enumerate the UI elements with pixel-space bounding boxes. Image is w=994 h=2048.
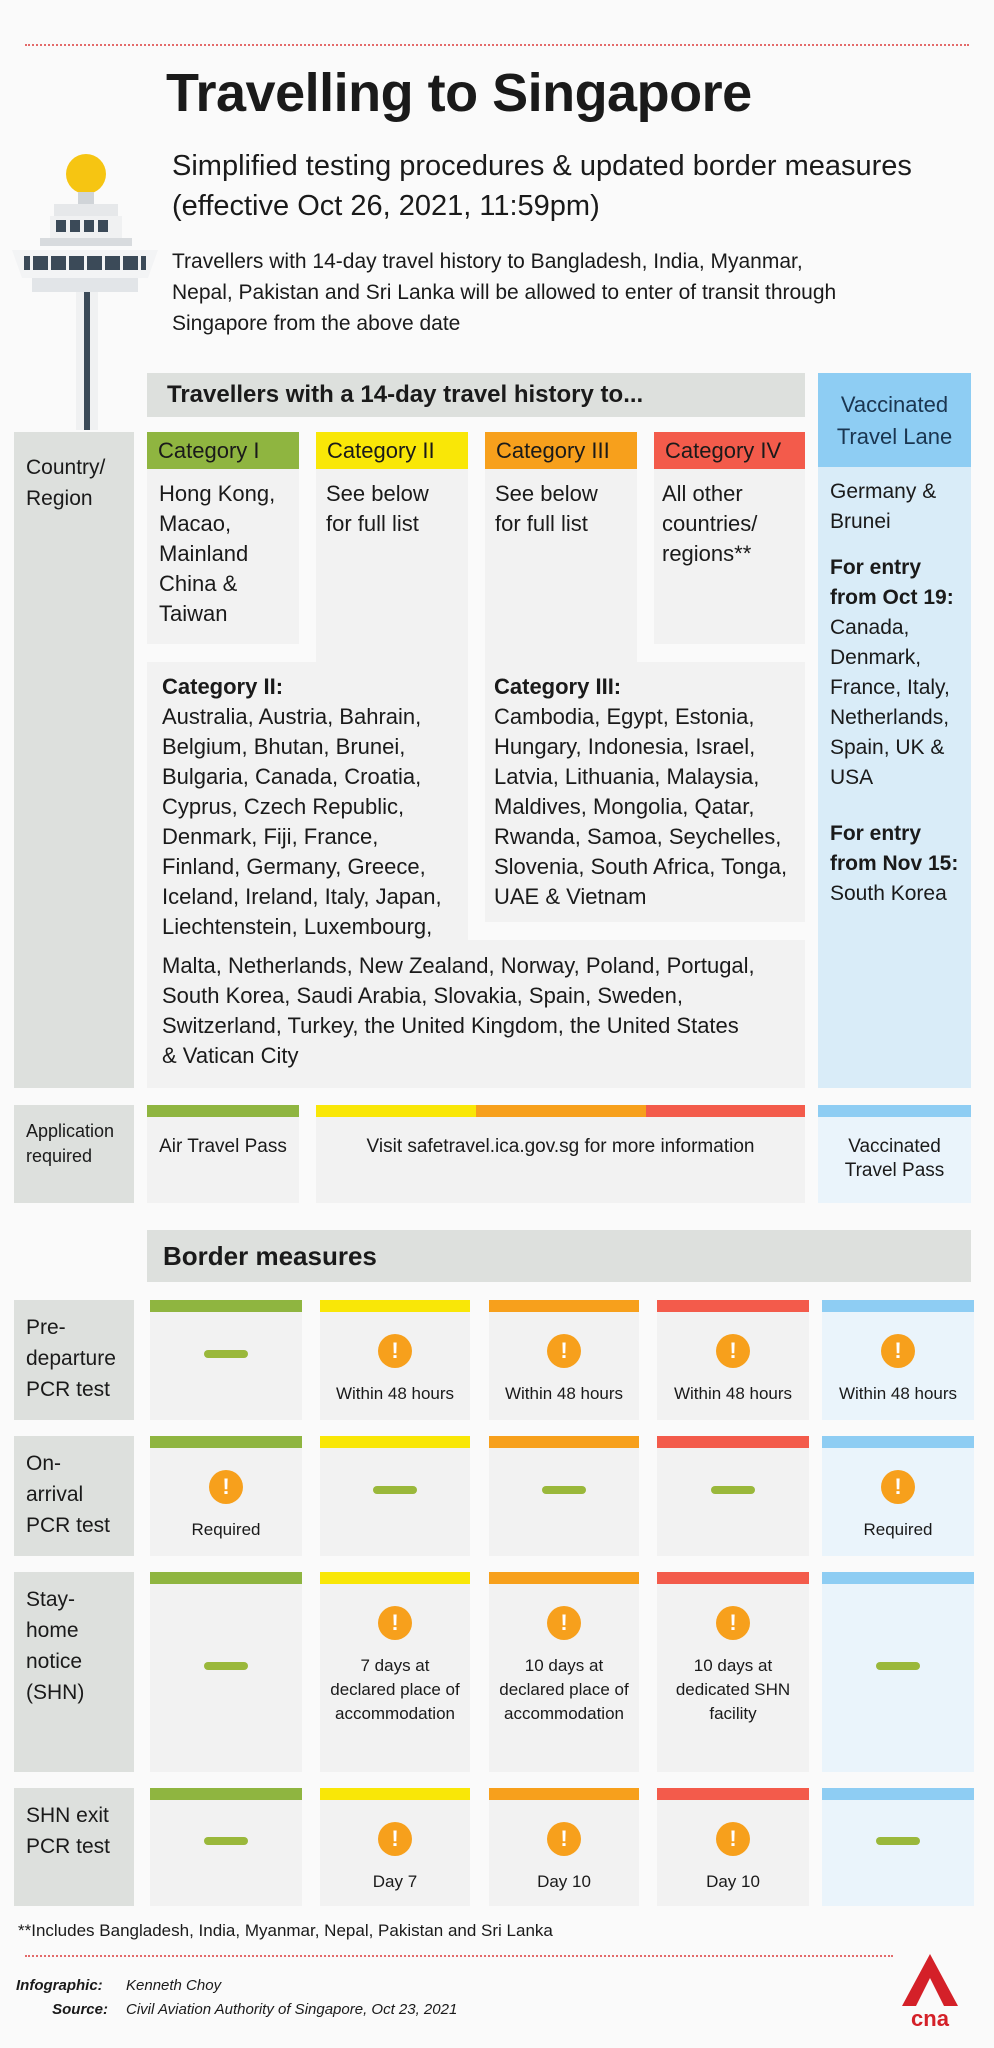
measure-cell-vtl: [822, 1584, 974, 1772]
safetravel-text: Visit safetravel.ica.gov.sg for more information: [366, 1136, 755, 1157]
category-1-header: Category I: [147, 432, 299, 469]
country-list-line: Switzerland, Turkey, the United Kingdom, the United States: [162, 1013, 739, 1038]
vtl-pass-line: Travel Pass: [844, 1160, 945, 1181]
warning-icon: !: [378, 1334, 412, 1368]
measure-text: [489, 1382, 639, 1406]
subtitle-line: (effective Oct 26, 2021, 11:59pm): [172, 190, 600, 222]
country-list-line: Maldives, Mongolia, Qatar,: [494, 794, 755, 819]
category-text: Mainland: [159, 541, 249, 566]
country-region-label: [14, 432, 134, 1088]
footnote: **Includes Bangladesh, India, Myanmar, Nepal, Pakistan and Sri Lanka: [18, 1921, 553, 1940]
vtl-pass-line: Vaccinated: [848, 1136, 941, 1157]
vtl-text: France, Italy,: [830, 676, 950, 699]
cna-logo-text: cna: [911, 2006, 949, 2030]
row-label-line: PCR test: [26, 1835, 111, 1858]
category-4-bar: [657, 1788, 809, 1800]
measure-cell-vtl: [822, 1800, 974, 1906]
measure-text-line: Within 48 hours: [673, 1384, 793, 1403]
category-2-bar: [320, 1788, 470, 1800]
intro-line: Travellers with 14-day travel history to Bangladesh, India, Myanmar,: [172, 250, 803, 273]
dash-icon: [542, 1486, 586, 1494]
application-label: [14, 1105, 134, 1203]
warning-icon: !: [881, 1470, 915, 1504]
warning-icon: !: [547, 1334, 581, 1368]
category-4-header: Category IV: [654, 432, 805, 469]
measure-text: [320, 1870, 470, 1894]
measure-text-line: Within 48 hours: [335, 1384, 455, 1403]
category-3-bar: [489, 1300, 639, 1312]
country-list-line: Belgium, Bhutan, Brunei,: [162, 734, 406, 759]
warning-icon: !: [209, 1470, 243, 1504]
row-label-line: home: [26, 1619, 79, 1642]
country-list-line: Bulgaria, Canada, Croatia,: [162, 764, 422, 789]
country-list-line: Latvia, Lithuania, Malaysia,: [494, 764, 760, 789]
category-2-header: Category II: [316, 432, 468, 469]
vtl-text: Germany &: [830, 480, 937, 503]
category-2-bar: [320, 1300, 470, 1312]
category-text: See below: [326, 481, 429, 506]
dash-icon: [204, 1662, 248, 1670]
measure-cell-category-1: [150, 1800, 302, 1906]
dash-icon: [373, 1486, 417, 1494]
vtl-label: For entry: [830, 556, 922, 579]
warning-icon: !: [881, 1334, 915, 1368]
category-2-body: [316, 469, 468, 669]
row-label-line: notice: [26, 1650, 83, 1673]
country-list-line: Australia, Austria, Bahrain,: [162, 704, 422, 729]
vtl-countries: [818, 467, 971, 1088]
measure-text-line: Within 48 hours: [504, 1384, 624, 1403]
category-text: See below: [495, 481, 598, 506]
country-list-line: Cyprus, Czech Republic,: [162, 794, 405, 819]
measure-text-line: Day 10: [706, 1872, 760, 1891]
measure-text-line: 10 days at: [693, 1656, 773, 1675]
measure-text-line: 7 days at: [360, 1656, 430, 1675]
subtitle-line: Simplified testing procedures & updated border measures: [172, 150, 912, 182]
measure-text: [150, 1518, 302, 1542]
vtl-bar: [822, 1572, 974, 1584]
category-1-body: [147, 469, 299, 644]
vtl-text: South Korea: [830, 882, 947, 905]
air-travel-pass-text: Air Travel Pass: [159, 1136, 287, 1157]
dash-icon: [876, 1837, 920, 1845]
row-label-line: Application: [26, 1121, 115, 1141]
measure-cell-category-3: [489, 1448, 639, 1556]
country-list-line: Slovenia, South Africa, Tonga,: [494, 854, 788, 879]
category-3-list-heading: Category III:: [494, 674, 622, 699]
measure-text: [657, 1382, 809, 1406]
measure-text-line: Required: [191, 1520, 261, 1539]
intro-line: Singapore from the above date: [172, 312, 461, 335]
row-label-line: SHN exit: [26, 1804, 109, 1827]
country-list-line: Rwanda, Samoa, Seychelles,: [494, 824, 782, 849]
country-list-line: UAE & Vietnam: [494, 884, 647, 909]
category-2-list-heading: Category II:: [162, 674, 284, 699]
category-text: for full list: [326, 511, 419, 536]
credit-value: Kenneth Choy: [126, 1977, 222, 1994]
history-header-text: Travellers with a 14-day travel history to...: [167, 381, 644, 408]
category-text: China &: [159, 571, 238, 596]
measure-text: [822, 1382, 974, 1406]
row-label-line: Country/: [26, 456, 106, 479]
warning-icon: !: [716, 1334, 750, 1368]
cna-logo: [898, 1952, 962, 2030]
category-1-bar: [147, 1105, 299, 1117]
row-label-line: Region: [26, 487, 93, 510]
measure-text: [657, 1654, 809, 1726]
category-1-bar: [150, 1572, 302, 1584]
warning-icon: !: [547, 1822, 581, 1856]
row-label-line: Pre-: [26, 1316, 66, 1339]
measure-text: [657, 1870, 809, 1894]
dash-icon: [711, 1486, 755, 1494]
vtl-bar: [822, 1436, 974, 1448]
vtl-bar: [822, 1300, 974, 1312]
page-subtitle: [172, 146, 972, 226]
category-3-bar: [489, 1572, 639, 1584]
category-1-bar: [150, 1436, 302, 1448]
category-3-bar: [489, 1436, 639, 1448]
credit-value: Civil Aviation Authority of Singapore, Oct 23, 2021: [126, 2001, 458, 2018]
measure-text-line: Day 10: [537, 1872, 591, 1891]
measure-row-label: [14, 1300, 134, 1420]
dash-icon: [876, 1662, 920, 1670]
country-list-line: Liechtenstein, Luxembourg,: [162, 914, 433, 939]
application-cell-cat234: [316, 1117, 805, 1203]
measure-cell-category-1: [150, 1312, 302, 1420]
warning-icon: !: [378, 1822, 412, 1856]
measure-text-line: declared place of: [499, 1680, 629, 1699]
vtl-bar: [818, 1105, 971, 1117]
country-list-line: Malta, Netherlands, New Zealand, Norway, Poland, Portugal,: [162, 953, 755, 978]
measure-text-line: Within 48 hours: [838, 1384, 958, 1403]
measure-row-label: [14, 1788, 134, 1906]
vtl-text: Brunei: [830, 510, 891, 533]
vtl-text: USA: [830, 766, 874, 789]
vtl-label: from Nov 15:: [830, 852, 959, 875]
category-3-bar: [476, 1105, 646, 1117]
vtl-header: [818, 373, 971, 467]
measure-text-line: facility: [709, 1704, 757, 1723]
category-3-body: [485, 469, 637, 669]
measure-cell-category-2: [320, 1448, 470, 1556]
vaccinated-travel-pass-text: [818, 1135, 971, 1183]
measure-text-line: dedicated SHN: [675, 1680, 791, 1699]
row-label-line: Stay-: [26, 1588, 76, 1611]
category-2-bar: [316, 1105, 476, 1117]
category-text: for full list: [495, 511, 588, 536]
measure-text-line: declared place of: [330, 1680, 460, 1699]
country-list-line: Iceland, Ireland, Italy, Japan,: [162, 884, 442, 909]
vtl-text: Denmark,: [830, 646, 922, 669]
border-measures-title: Border measures: [163, 1241, 377, 1271]
measure-row-label: [14, 1436, 134, 1556]
row-label-line: PCR test: [26, 1514, 111, 1537]
vtl-bar: [822, 1788, 974, 1800]
measure-text: [822, 1518, 974, 1542]
measure-text: [320, 1654, 470, 1726]
application-cell-cat1: [147, 1117, 299, 1203]
measure-text-line: Day 7: [372, 1872, 418, 1891]
measure-cell-category-1: [150, 1584, 302, 1772]
bottom-divider: [25, 1955, 893, 1957]
row-label-line: departure: [26, 1347, 116, 1370]
category-text: Macao,: [159, 511, 232, 536]
control-tower-icon: [10, 150, 160, 430]
warning-icon: !: [547, 1606, 581, 1640]
history-header: [147, 373, 805, 417]
row-label-line: On-: [26, 1452, 62, 1475]
credit-label: Infographic:: [16, 1977, 103, 1994]
vtl-label: from Oct 19:: [830, 586, 954, 609]
row-label-line: required: [26, 1146, 93, 1166]
border-measures-header: [147, 1230, 971, 1282]
category-2-bar: [320, 1572, 470, 1584]
vtl-text: Spain, UK &: [830, 736, 945, 759]
category-4-body: [654, 469, 805, 644]
warning-icon: !: [378, 1606, 412, 1640]
category-4-bar: [657, 1572, 809, 1584]
intro-text: [172, 246, 912, 339]
row-label-line: PCR test: [26, 1378, 111, 1401]
vtl-header-line: Travel Lane: [836, 424, 953, 449]
category-3-header: Category III: [485, 432, 637, 469]
measure-text-line: accommodation: [503, 1704, 624, 1723]
category-text: Taiwan: [159, 601, 228, 626]
measure-row-label: [14, 1572, 134, 1772]
dash-icon: [204, 1837, 248, 1845]
warning-icon: !: [716, 1822, 750, 1856]
vtl-text: Canada,: [830, 616, 910, 639]
country-list-line: Denmark, Fiji, France,: [162, 824, 379, 849]
country-list-line: Cambodia, Egypt, Estonia,: [494, 704, 755, 729]
measure-text-line: accommodation: [334, 1704, 455, 1723]
country-list-line: Finland, Germany, Greece,: [162, 854, 426, 879]
category-text: countries/: [662, 511, 758, 536]
category-text: Hong Kong,: [159, 481, 276, 506]
vtl-text: Netherlands,: [830, 706, 950, 729]
measure-text-line: Required: [863, 1520, 933, 1539]
country-list-line: & Vatican City: [162, 1043, 299, 1068]
category-4-bar: [657, 1436, 809, 1448]
category-2-bar: [320, 1436, 470, 1448]
country-list-line: South Korea, Saudi Arabia, Slovakia, Spain, Sweden,: [162, 983, 684, 1008]
vtl-label: For entry: [830, 822, 922, 845]
category-text: regions**: [662, 541, 752, 566]
measure-text: [489, 1654, 639, 1726]
intro-line: Nepal, Pakistan and Sri Lanka will be allowed to enter of transit through: [172, 281, 837, 304]
category-3-bar: [489, 1788, 639, 1800]
credit-label: Source:: [52, 2001, 108, 2018]
category-1-bar: [150, 1300, 302, 1312]
measure-text: [320, 1382, 470, 1406]
measure-cell-category-4: [657, 1448, 809, 1556]
row-label-line: arrival: [26, 1483, 84, 1506]
warning-icon: !: [716, 1606, 750, 1640]
measure-text-line: 10 days at: [524, 1656, 604, 1675]
measure-text: [489, 1870, 639, 1894]
category-4-bar: [657, 1300, 809, 1312]
top-divider: [25, 44, 969, 46]
category-1-bar: [150, 1788, 302, 1800]
category-text: All other: [662, 481, 743, 506]
vtl-header-line: Vaccinated: [840, 392, 949, 417]
row-label-line: (SHN): [26, 1681, 85, 1704]
country-list-line: Hungary, Indonesia, Israel,: [494, 734, 756, 759]
page-title: Travelling to Singapore: [166, 63, 752, 123]
category-4-bar: [646, 1105, 805, 1117]
dash-icon: [204, 1350, 248, 1358]
